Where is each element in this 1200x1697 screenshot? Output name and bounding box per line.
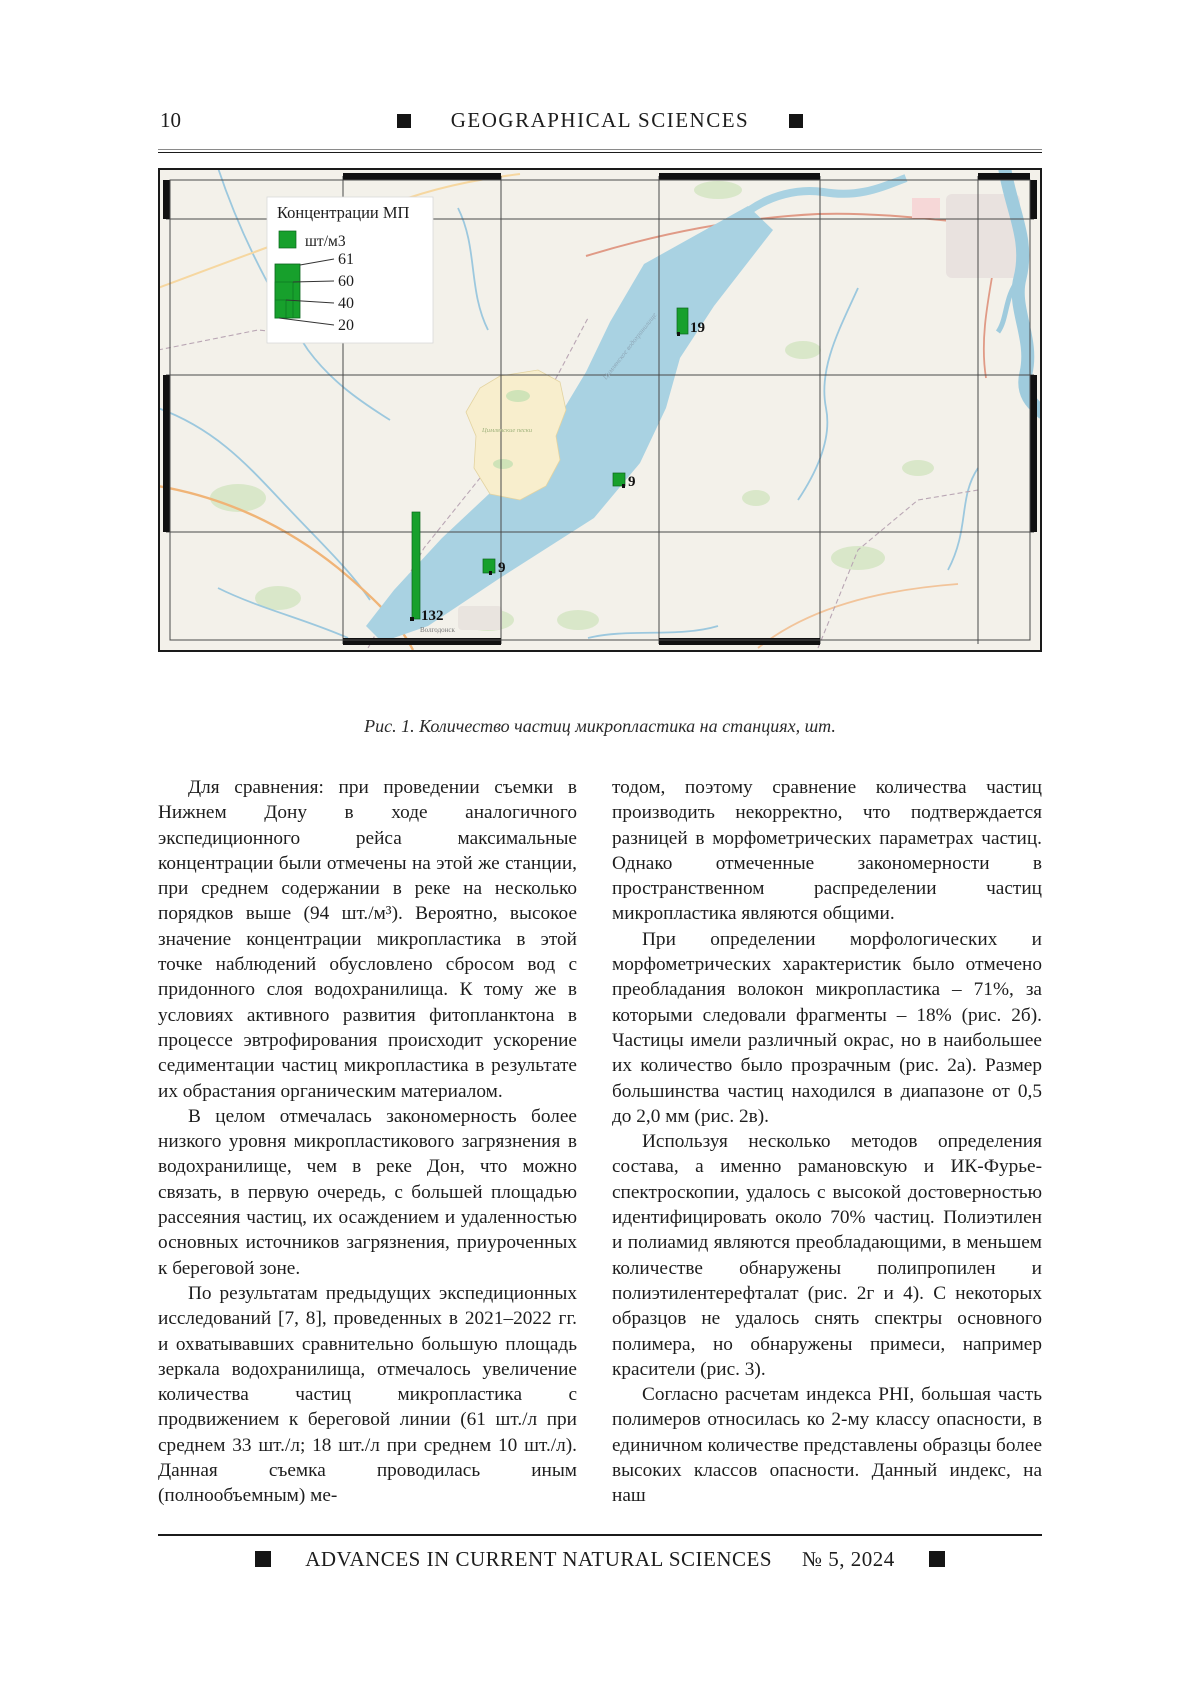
legend-tick-40: 40 <box>338 295 354 312</box>
paragraph: При определении морфологических и морфометрических характеристик было отмечено преобладания волокон микропластика – 71%, за которыми следовали фрагменты – 18% (рис. 2б). Частицы имели различный окрас, но в наибольшее их количество было прозрачным (рис. 2а). Размер большинства частиц находился в диапазоне от 0,5 до 2,0 мм (рис. 2в). <box>612 928 1042 1127</box>
page-number: 10 <box>160 108 181 132</box>
legend-tick-61: 61 <box>338 251 354 268</box>
station-value: 9 <box>628 474 636 490</box>
paragraph: По результатам предыдущих экспедиционных исследований [7, 8], проведенных в 2021–2022 гг. и охватывавших сравнительно большую площадь зеркала водохранилища, отмечалось увеличение количества частиц микропластика с продвижением к береговой линии (61 шт./л при среднем 33 шт./л; 18 шт./л при среднем 10 шт./л). Данная съемка проводилась иным (полнообъемным) ме- <box>158 1282 577 1507</box>
reservoir-label: Цимлянское водохранилище <box>601 311 659 382</box>
legend-title: Концентрации МП <box>277 203 410 222</box>
map-canvas <box>158 168 1042 652</box>
city-label: Волгодонск <box>420 626 455 634</box>
station-value: 132 <box>421 608 444 624</box>
footer-square-right-icon <box>929 1551 945 1567</box>
text-column-left <box>158 775 577 1509</box>
paragraph: тодом, поэтому сравнение количества частиц производить некорректно, что подтверждается разницей в морфометрических параметрах частиц. Однако отмеченные закономерности в пространственном распределении частиц микропластика являются общими. <box>612 777 1042 925</box>
header-rule <box>158 149 1042 150</box>
paragraph: Используя несколько методов определения состава, а именно рамановскую и ИК-Фурье-спектроскопии, удалось с высокой достоверностью идентифицировать около 70% частиц. Полиэтилен и полиамид являются преобладающими, в меньшем количестве обнаружены полипропилен и полиэтилентерефталат (рис. 2г и 4). С некоторых образцов не удалось снять спектры основного полимера, но обнаружены примеси, например красители (рис. 3). <box>612 1131 1042 1380</box>
station-value: 19 <box>690 320 705 336</box>
header-square-right-icon <box>789 114 803 128</box>
paragraph: Для сравнения: при проведении съемки в Нижнем Дону в ходе аналогичного экспедиционного рейса максимальные концентрации были отмечены на этой же станции, при среднем содержании в реке на несколько порядков выше (94 шт./м³). Вероятно, высокое значение концентрации микропластика в этой точке наблюдений обусловлено сбросом вод с придонного слоя водохранилища. К тому же в условиях активного развития фитопланктона в процессе эвтрофирования происходит ускорение седиментации частиц микропластика в результате их обрастания органическим материалом. <box>158 777 577 1102</box>
paragraph: В целом отмечалась закономерность более низкого уровня микропластикового загрязнения в водохранилище, чем в реке Дон, что можно связать, в первую очередь, с большей площадью рассеяния частиц, их осаждением и удаленностью основных источников загрязнения, приуроченных к береговой зоне. <box>158 1105 577 1279</box>
figure-caption: Рис. 1. Количество частиц микропластика на станциях, шт. <box>364 716 836 736</box>
page-header <box>158 106 1042 140</box>
running-head-title: GEOGRAPHICAL SCIENCES <box>450 108 750 132</box>
footer-rule <box>158 1534 1042 1536</box>
legend-tick-60: 60 <box>338 273 354 290</box>
footer-journal-title: ADVANCES IN CURRENT NATURAL SCIENCES <box>305 1547 773 1571</box>
legend-tick-20: 20 <box>338 317 354 334</box>
station-value: 9 <box>498 560 506 576</box>
text-column-right <box>612 775 1042 1509</box>
legend-unit-label: шт/м3 <box>305 233 346 250</box>
paragraph: Согласно расчетам индекса PHI, большая часть полимеров относилась ко 2-му классу опасности, в единичном количестве представлены образцы более высоких классов опасности. Данный индекс, на наш <box>612 1384 1042 1507</box>
figure-map <box>158 168 1042 652</box>
footer-issue: № 5, 2024 <box>802 1547 895 1571</box>
footer-square-left-icon <box>255 1551 271 1567</box>
header-square-left-icon <box>397 114 411 128</box>
island-label: Цимлянские пески <box>482 427 533 434</box>
legend-swatch <box>279 231 296 248</box>
map-legend <box>267 197 433 343</box>
running-head <box>158 108 1042 133</box>
page-footer <box>158 1547 1042 1572</box>
